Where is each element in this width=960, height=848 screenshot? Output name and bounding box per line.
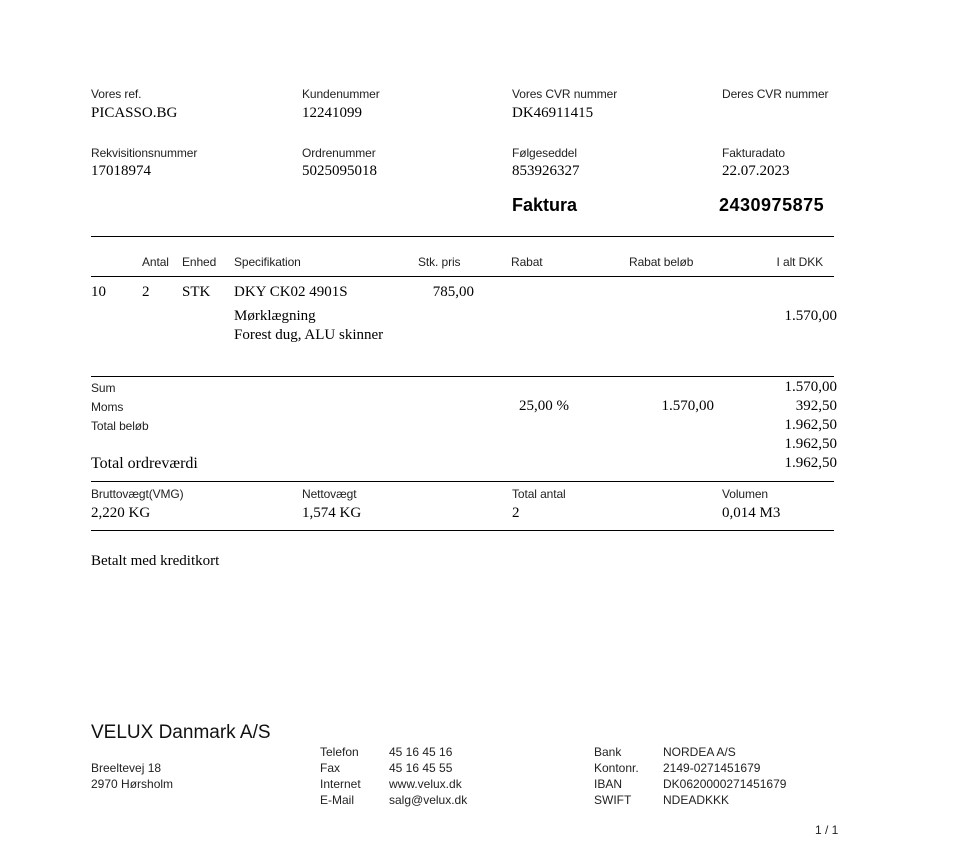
bank-label-swift: SWIFT: [594, 793, 632, 807]
label-bruttovaegt: Bruttovægt(VMG): [91, 487, 184, 501]
sum-value: 1.570,00: [784, 379, 837, 395]
column-header-i-alt: I alt DKK: [776, 255, 823, 269]
document-type: Faktura: [512, 195, 578, 215]
divider: [91, 530, 834, 531]
column-header-specifikation: Specifikation: [234, 255, 301, 269]
label-total-antal: Total antal: [512, 487, 566, 501]
moms-value: 392,50: [795, 398, 837, 414]
value-vores-cvr: DK46911415: [512, 105, 594, 121]
contact-value-email: salg@velux.dk: [389, 793, 468, 807]
sum-label: Sum: [91, 381, 116, 395]
divider: [91, 276, 834, 277]
total-ordrevaerdi-label: Total ordreværdi: [91, 455, 198, 472]
contact-label-internet: Internet: [320, 777, 361, 791]
divider: [91, 481, 834, 482]
row-spec-line-3: Forest dug, ALU skinner: [234, 327, 384, 343]
document-number: 2430975875: [719, 195, 825, 215]
address-street: Breeltevej 18: [91, 761, 162, 775]
value-volumen: 0,014 M3: [722, 505, 781, 521]
row-spec-line-1: DKY CK02 4901S: [234, 284, 348, 300]
column-header-enhed: Enhed: [182, 255, 217, 269]
moms-rate: 25,00 %: [519, 398, 569, 414]
value-bruttovaegt: 2,220 KG: [91, 505, 151, 521]
value-foelgeseddel: 853926327: [512, 163, 580, 179]
contact-label-telefon: Telefon: [320, 745, 359, 759]
row-spec-line-2: Mørklægning: [234, 308, 316, 324]
label-volumen: Volumen: [722, 487, 768, 501]
label-vores-cvr: Vores CVR nummer: [512, 87, 618, 101]
label-vores-ref: Vores ref.: [91, 87, 142, 101]
column-header-antal: Antal: [142, 255, 169, 269]
label-rekvisitionsnummer: Rekvisitionsnummer: [91, 146, 198, 160]
total-repeat-value: 1.962,50: [784, 436, 837, 452]
address-city: 2970 Hørsholm: [91, 777, 174, 791]
payment-note: Betalt med kreditkort: [91, 553, 220, 569]
column-header-rabat: Rabat: [511, 255, 543, 269]
bank-value-iban: DK0620000271451679: [663, 777, 787, 791]
value-total-antal: 2: [512, 505, 520, 521]
row-antal: 2: [142, 284, 150, 300]
bank-label-bank: Bank: [594, 745, 622, 759]
column-header-rabat-beloeb: Rabat beløb: [629, 255, 694, 269]
label-ordrenummer: Ordrenummer: [302, 146, 376, 160]
label-nettovaegt: Nettovægt: [302, 487, 357, 501]
bank-label-kontonr: Kontonr.: [594, 761, 639, 775]
row-enhed: STK: [182, 284, 211, 300]
contact-label-email: E-Mail: [320, 793, 355, 807]
divider: [91, 376, 834, 377]
total-beloeb-label: Total beløb: [91, 419, 149, 433]
column-header-stk-pris: Stk. pris: [418, 255, 461, 269]
label-foelgeseddel: Følgeseddel: [512, 146, 577, 160]
row-line-number: 10: [91, 284, 106, 300]
contact-value-telefon: 45 16 45 16: [389, 745, 453, 759]
moms-base: 1.570,00: [661, 398, 714, 414]
value-nettovaegt: 1,574 KG: [302, 505, 362, 521]
bank-value-kontonr: 2149-0271451679: [663, 761, 761, 775]
contact-value-internet: www.velux.dk: [389, 777, 462, 791]
label-kundenummer: Kundenummer: [302, 87, 380, 101]
label-fakturadato: Fakturadato: [722, 146, 785, 160]
row-stk-pris: 785,00: [432, 284, 474, 300]
company-name: VELUX Danmark A/S: [91, 722, 271, 743]
value-ordrenummer: 5025095018: [302, 163, 377, 179]
bank-value-bank: NORDEA A/S: [663, 745, 736, 759]
value-fakturadato: 22.07.2023: [722, 163, 790, 179]
moms-label: Moms: [91, 400, 124, 414]
divider: [91, 236, 834, 237]
value-kundenummer: 12241099: [302, 105, 362, 121]
contact-label-fax: Fax: [320, 761, 341, 775]
label-deres-cvr: Deres CVR nummer: [722, 87, 829, 101]
total-ordrevaerdi-value: 1.962,50: [784, 455, 837, 471]
total-beloeb-value: 1.962,50: [784, 417, 837, 433]
row-i-alt: 1.570,00: [784, 308, 837, 324]
value-vores-ref: PICASSO.BG: [91, 105, 178, 121]
page-number: 1 / 1: [815, 823, 839, 837]
bank-value-swift: NDEADKKK: [663, 793, 730, 807]
bank-label-iban: IBAN: [594, 777, 623, 791]
contact-value-fax: 45 16 45 55: [389, 761, 453, 775]
value-rekvisitionsnummer: 17018974: [91, 163, 151, 179]
